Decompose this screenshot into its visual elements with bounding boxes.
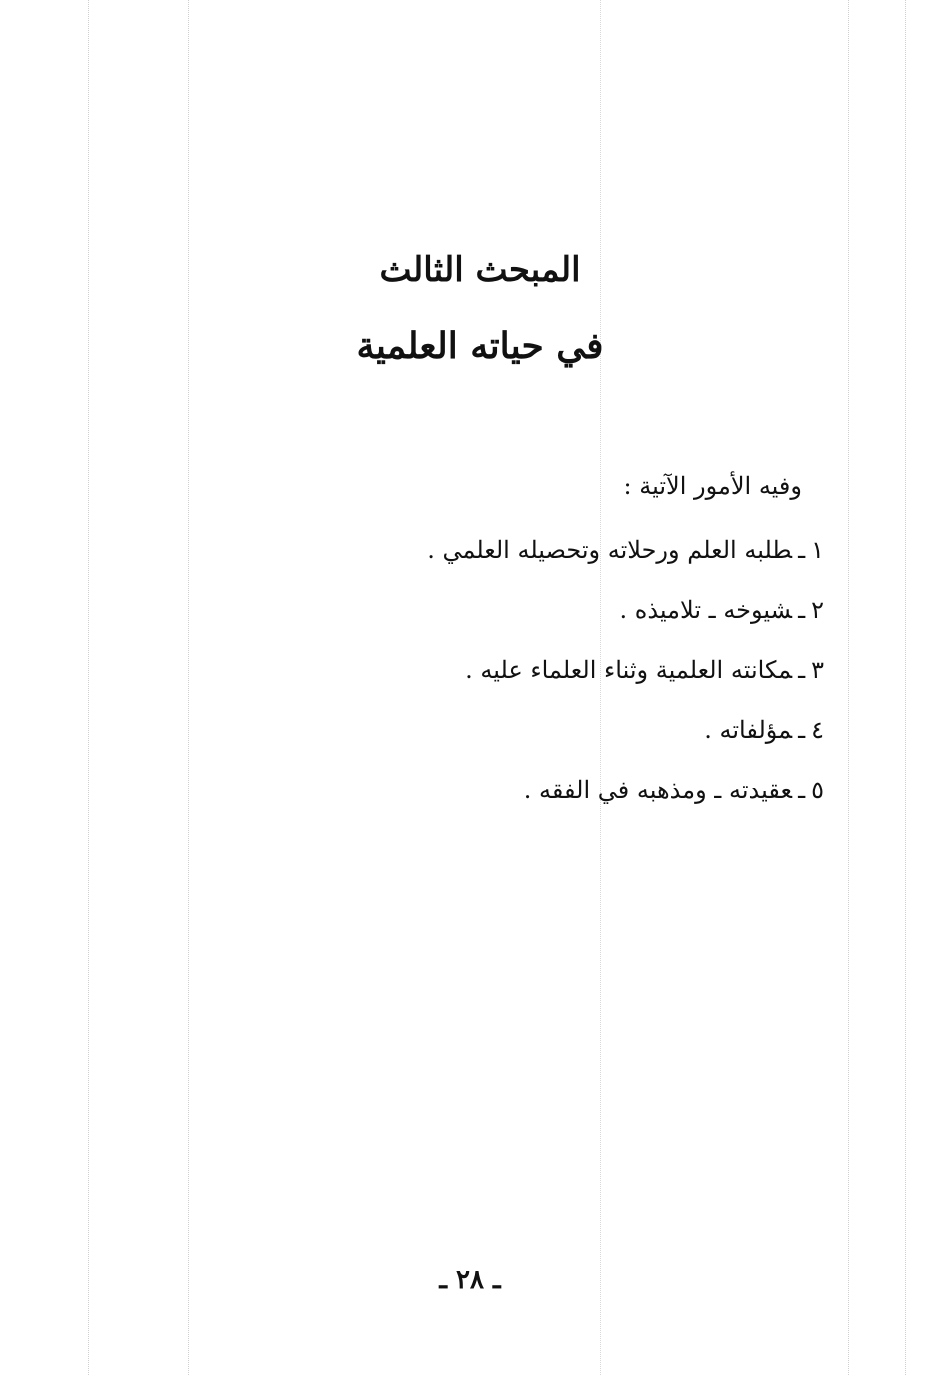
list-item <box>427 650 824 710</box>
item-number: ٢ <box>811 596 824 624</box>
scan-guide-line <box>905 0 906 1375</box>
item-dash: ـ <box>798 656 806 684</box>
item-number: ١ <box>811 536 824 564</box>
scan-guide-line <box>848 0 849 1375</box>
intro-text: وفيه الأمور الآتية : <box>623 472 802 500</box>
item-text: مكانته العلمية وثناء العلماء عليه . <box>465 656 793 684</box>
scan-guide-line <box>188 0 189 1375</box>
item-text: مؤلفاته . <box>704 716 793 744</box>
scan-guide-line <box>88 0 89 1375</box>
list-item <box>427 530 824 590</box>
list-item <box>427 770 824 830</box>
topics-list <box>427 530 824 830</box>
item-number: ٥ <box>811 776 824 804</box>
list-item <box>427 710 824 770</box>
item-number: ٣ <box>811 656 824 684</box>
item-dash: ـ <box>798 776 806 804</box>
section-title: المبحث الثالث <box>379 250 581 290</box>
item-dash: ـ <box>798 536 806 564</box>
section-subtitle: في حياته العلمية <box>356 325 604 367</box>
item-text: عقيدته ـ ومذهبه في الفقه . <box>523 776 793 804</box>
item-number: ٤ <box>811 716 824 744</box>
item-dash: ـ <box>798 716 806 744</box>
item-text: طلبه العلم ورحلاته وتحصيله العلمي . <box>427 536 793 564</box>
list-item <box>427 590 824 650</box>
item-text: شيوخه ـ تلاميذه . <box>619 596 793 624</box>
item-dash: ـ <box>798 596 806 624</box>
page-number: ـ ٢٨ ـ <box>439 1265 501 1295</box>
